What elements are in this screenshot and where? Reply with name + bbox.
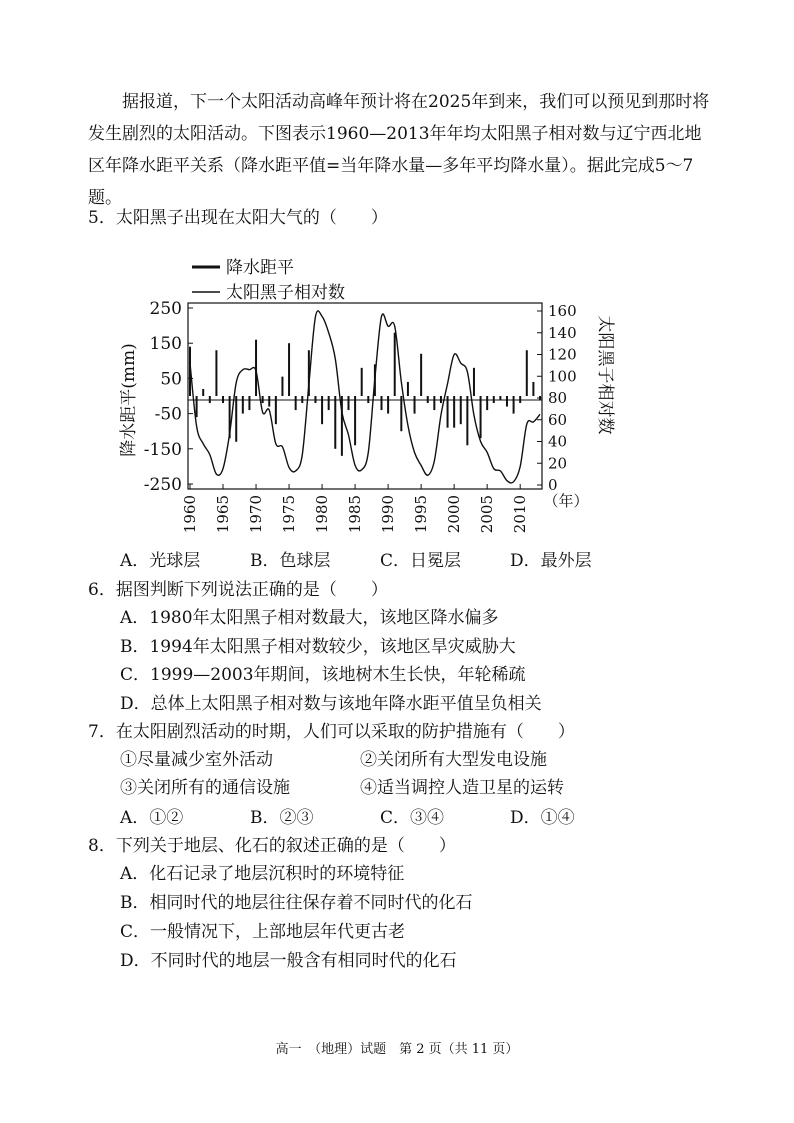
q8-option-c[interactable]: C．一般情况下，上部地层年代更古老 — [120, 922, 406, 942]
intro-paragraph — [88, 86, 718, 214]
right-tick-label: 120 — [548, 345, 577, 364]
right-axis-label: 太阳黑子相对数 — [595, 315, 615, 435]
sunspot-precipitation-chart — [110, 250, 615, 540]
q7-item-2: ②关闭所有大型发电设施 — [360, 750, 547, 770]
q7-items-row-1 — [120, 746, 547, 774]
x-axis — [181, 484, 529, 533]
right-tick-label: 80 — [548, 389, 568, 407]
q5-option-b[interactable]: B．色球层 — [250, 551, 331, 571]
right-tick-label: 20 — [548, 454, 568, 473]
q7-option-b[interactable]: B．②③ — [250, 808, 314, 828]
right-axis — [537, 302, 577, 494]
question-8-stem: 8．下列关于地层、化石的叙述正确的是（ ） — [88, 836, 456, 856]
left-tick-label: -150 — [143, 439, 182, 460]
right-tick-label: 140 — [548, 323, 577, 342]
right-tick-label: 40 — [548, 432, 568, 451]
q7-option-a[interactable]: A．①② — [120, 808, 184, 828]
q7-item-1: ①尽量减少室外活动 — [120, 750, 273, 770]
q8-option-b[interactable]: B．相同时代的地层往往保存着不同时代的化石 — [120, 893, 473, 913]
x-tick-label: 1980 — [313, 495, 332, 534]
right-tick-label: 60 — [548, 410, 568, 429]
x-tick-label: 1975 — [280, 495, 299, 534]
q5-option-c[interactable]: C．日冕层 — [380, 551, 462, 571]
question-6-stem: 6．据图判断下列说法正确的是（ ） — [88, 580, 388, 600]
left-tick-label: 150 — [149, 334, 182, 355]
x-tick-label: 1995 — [412, 495, 431, 534]
question-7-options — [120, 804, 575, 832]
q6-option-b[interactable]: B．1994年太阳黑子相对数较少，该地区旱灾威胁大 — [120, 637, 516, 657]
right-tick-label: 100 — [548, 367, 577, 386]
q5-option-d[interactable]: D．最外层 — [510, 551, 592, 571]
q5-option-a[interactable]: A．光球层 — [120, 551, 201, 571]
q7-option-d[interactable]: D．①④ — [510, 808, 575, 828]
q7-items-row-2 — [120, 774, 564, 802]
page-footer: 高一 （地理）试题 第 2 页（共 11 页） — [275, 1042, 519, 1057]
q7-item-4: ④适当调控人造卫星的运转 — [360, 778, 564, 798]
q7-option-c[interactable]: C．③④ — [380, 808, 445, 828]
legend-sunspot-label: 太阳黑子相对数 — [226, 283, 345, 303]
question-5-options — [120, 547, 592, 575]
left-axis — [144, 299, 193, 495]
q6-option-a[interactable]: A．1980年太阳黑子相对数最大，该地区降水偏多 — [120, 608, 499, 628]
legend-precip-label: 降水距平 — [226, 258, 294, 278]
left-tick-label: 50 — [160, 369, 182, 390]
x-tick-label: 1990 — [379, 495, 398, 534]
right-tick-label: 0 — [548, 476, 558, 494]
chart-legend — [192, 258, 345, 303]
x-tick-label: 1965 — [214, 495, 233, 534]
x-tick-label: 2005 — [478, 495, 497, 534]
q8-option-d[interactable]: D．不同时代的地层一般含有相同时代的化石 — [120, 951, 457, 971]
left-tick-label: 250 — [149, 299, 182, 319]
x-tick-label: 1985 — [346, 495, 365, 534]
q8-option-a[interactable]: A．化石记录了地层沉积时的环境特征 — [120, 864, 405, 884]
left-tick-label: -50 — [154, 404, 182, 425]
intro-text: 据报道，下一个太阳活动高峰年预计将在2025年到来，我们可以预见到那时将发生剧烈的太阳活动。下图表示1960—2013年年均太阳黑子相对数与辽宁西北地区年降水距平关系（降水距平值=当年降水量—多年平均降水量）。据此完成5～7题。 — [88, 92, 710, 208]
q6-option-c[interactable]: C．1999—2003年期间，该地树木生长快，年轮稀疏 — [120, 665, 526, 685]
plot-frame — [188, 303, 542, 489]
left-axis-label: 降水距平(mm) — [119, 343, 139, 457]
precipitation-bars — [190, 333, 540, 456]
left-tick-label: -250 — [143, 475, 182, 495]
q6-option-d[interactable]: D．总体上太阳黑子相对数与该地年降水距平值呈负相关 — [120, 694, 542, 714]
x-tick-label: 2000 — [445, 495, 464, 534]
question-5-stem: 5．太阳黑子出现在太阳大气的（ ） — [88, 208, 388, 228]
x-tick-label: 2010 — [511, 495, 530, 534]
x-tick-label: 1970 — [247, 495, 266, 534]
right-tick-label: 160 — [548, 302, 577, 320]
x-tick-label: 1960 — [181, 495, 199, 534]
q7-item-3: ③关闭所有的通信设施 — [120, 778, 290, 798]
question-7-stem: 7．在太阳剧烈活动的时期，人们可以采取的防护措施有（ ） — [88, 722, 575, 742]
x-axis-unit: （年） — [543, 492, 589, 510]
